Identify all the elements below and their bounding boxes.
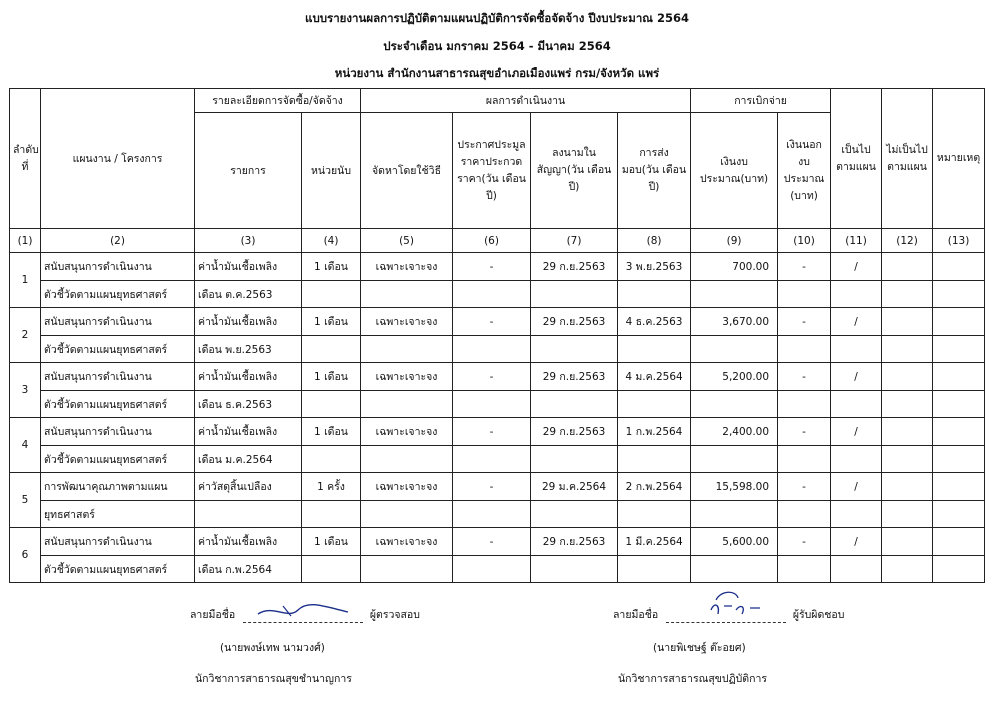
col-number: (10): [778, 229, 831, 253]
empty-cell: [618, 391, 691, 418]
col-announce: ประกาศประมูลราคาประกวดราคา(วัน เดือน ปี): [453, 113, 531, 229]
row-unit: 1 เดือน: [302, 308, 361, 336]
row-seq: 2: [10, 308, 41, 363]
row-note: [933, 253, 985, 281]
signature-role: ผู้รับผิดชอบ: [792, 609, 845, 621]
row-unit: 1 เดือน: [302, 363, 361, 391]
empty-cell: [453, 336, 531, 363]
row-item-sub: เดือน ธ.ค.2563: [195, 391, 302, 418]
empty-cell: [361, 446, 453, 473]
empty-cell: [361, 501, 453, 528]
empty-cell: [453, 281, 531, 308]
row-on-plan-mark: /: [831, 473, 882, 501]
row-off-plan: [882, 253, 933, 281]
row-offbudget: -: [778, 528, 831, 556]
row-announce: -: [453, 528, 531, 556]
empty-cell: [882, 556, 933, 583]
row-seq: 3: [10, 363, 41, 418]
row-delivery: 2 ก.พ.2564: [618, 473, 691, 501]
col-item: รายการ: [195, 113, 302, 229]
empty-cell: [831, 391, 882, 418]
row-item: ค่าน้ำมันเชื้อเพลิง: [195, 528, 302, 556]
row-unit: 1 เดือน: [302, 418, 361, 446]
row-plan-sub: ตัวชี้วัดตามแผนยุทธศาสตร์: [41, 391, 195, 418]
col-number: (2): [41, 229, 195, 253]
empty-cell: [691, 391, 778, 418]
col-unit: หน่วยนับ: [302, 113, 361, 229]
empty-cell: [618, 501, 691, 528]
empty-cell: [933, 336, 985, 363]
row-plan: สนับสนุนการดำเนินงาน: [41, 308, 195, 336]
row-note: [933, 528, 985, 556]
col-number: (11): [831, 229, 882, 253]
col-number: (7): [531, 229, 618, 253]
row-offbudget: -: [778, 363, 831, 391]
col-number: (6): [453, 229, 531, 253]
empty-cell: [691, 281, 778, 308]
report-title: แบบรายงานผลการปฏิบัติตามแผนปฏิบัติการจัดซื้อจัดจ้าง ปีงบประมาณ 2564: [305, 11, 689, 25]
row-contract: 29 ก.ย.2563: [531, 418, 618, 446]
row-plan: สนับสนุนการดำเนินงาน: [41, 363, 195, 391]
col-on-plan: เป็นไปตามแผน: [831, 89, 882, 229]
col-note: หมายเหตุ: [933, 89, 985, 229]
row-off-plan: [882, 418, 933, 446]
empty-cell: [302, 556, 361, 583]
table-row: [10, 418, 985, 446]
empty-cell: [302, 446, 361, 473]
empty-cell: [882, 501, 933, 528]
col-number: (12): [882, 229, 933, 253]
row-delivery: 4 ม.ค.2564: [618, 363, 691, 391]
empty-cell: [831, 336, 882, 363]
empty-cell: [933, 446, 985, 473]
col-contract: ลงนามในสัญญา(วัน เดือน ปี): [531, 113, 618, 229]
row-delivery: 3 พ.ย.2563: [618, 253, 691, 281]
empty-cell: [618, 336, 691, 363]
row-off-plan: [882, 308, 933, 336]
column-number-row: [10, 229, 985, 253]
table-row-sub: [10, 391, 985, 418]
col-off-plan: ไม่เป็นไปตามแผน: [882, 89, 933, 229]
row-announce: -: [453, 308, 531, 336]
empty-cell: [302, 336, 361, 363]
col-group-disburse: การเบิกจ่าย: [691, 89, 831, 113]
empty-cell: [831, 446, 882, 473]
row-method: เฉพาะเจาะจง: [361, 473, 453, 501]
table-row: [10, 363, 985, 391]
empty-cell: [831, 281, 882, 308]
empty-cell: [361, 281, 453, 308]
table-body: [10, 253, 985, 583]
col-offbudget: เงินนอกงบประมาณ (บาท): [778, 113, 831, 229]
empty-cell: [618, 281, 691, 308]
empty-cell: [302, 281, 361, 308]
row-plan-sub: ตัวชี้วัดตามแผนยุทธศาสตร์: [41, 336, 195, 363]
row-contract: 29 ก.ย.2563: [531, 528, 618, 556]
empty-cell: [691, 501, 778, 528]
col-seq: ลำดับที่: [10, 89, 41, 229]
row-off-plan: [882, 363, 933, 391]
empty-cell: [882, 391, 933, 418]
report-agency: หน่วยงาน สำนักงานสาธารณสุขอำเภอเมืองแพร่ กรม/จังหวัด แพร่: [334, 66, 660, 80]
row-delivery: 1 มี.ค.2564: [618, 528, 691, 556]
col-number: (13): [933, 229, 985, 253]
row-on-plan-mark: /: [831, 528, 882, 556]
row-contract: 29 ม.ค.2564: [531, 473, 618, 501]
row-plan: สนับสนุนการดำเนินงาน: [41, 418, 195, 446]
row-item-sub: [195, 501, 302, 528]
row-plan-sub: ตัวชี้วัดตามแผนยุทธศาสตร์: [41, 281, 195, 308]
empty-cell: [778, 501, 831, 528]
row-method: เฉพาะเจาะจง: [361, 418, 453, 446]
empty-cell: [778, 281, 831, 308]
empty-cell: [933, 556, 985, 583]
row-budget: 15,598.00: [691, 473, 778, 501]
row-note: [933, 473, 985, 501]
row-note: [933, 418, 985, 446]
row-budget: 3,670.00: [691, 308, 778, 336]
row-budget: 700.00: [691, 253, 778, 281]
row-item: ค่าน้ำมันเชื้อเพลิง: [195, 308, 302, 336]
row-item: ค่าน้ำมันเชื้อเพลิง: [195, 253, 302, 281]
table-row-sub: [10, 446, 985, 473]
empty-cell: [691, 446, 778, 473]
table-header: [10, 89, 985, 253]
row-contract: 29 ก.ย.2563: [531, 253, 618, 281]
row-method: เฉพาะเจาะจง: [361, 253, 453, 281]
col-group-detail: รายละเอียดการจัดซื้อ/จัดจ้าง: [195, 89, 361, 113]
empty-cell: [453, 556, 531, 583]
col-plan: แผนงาน / โครงการ: [41, 89, 195, 229]
row-item: ค่าน้ำมันเชื้อเพลิง: [195, 418, 302, 446]
empty-cell: [618, 556, 691, 583]
table-row: [10, 253, 985, 281]
row-plan: การพัฒนาคุณภาพตามแผน: [41, 473, 195, 501]
row-unit: 1 เดือน: [302, 253, 361, 281]
col-number: (4): [302, 229, 361, 253]
empty-cell: [691, 336, 778, 363]
empty-cell: [933, 281, 985, 308]
procurement-table: [9, 88, 985, 583]
row-method: เฉพาะเจาะจง: [361, 528, 453, 556]
signature-block-right: [613, 606, 873, 687]
row-budget: 5,200.00: [691, 363, 778, 391]
row-contract: 29 ก.ย.2563: [531, 308, 618, 336]
row-seq: 4: [10, 418, 41, 473]
table-row: [10, 308, 985, 336]
col-delivery: การส่งมอบ(วัน เดือน ปี): [618, 113, 691, 229]
empty-cell: [691, 556, 778, 583]
row-announce: -: [453, 473, 531, 501]
col-budget: เงินงบประมาณ(บาท): [691, 113, 778, 229]
signature-block-left: [190, 606, 450, 687]
row-unit: 1 ครั้ง: [302, 473, 361, 501]
row-item-sub: เดือน ก.พ.2564: [195, 556, 302, 583]
row-item: ค่าวัสดุสิ้นเปลือง: [195, 473, 302, 501]
row-unit: 1 เดือน: [302, 528, 361, 556]
empty-cell: [933, 501, 985, 528]
empty-cell: [933, 391, 985, 418]
col-number: (8): [618, 229, 691, 253]
row-plan: สนับสนุนการดำเนินงาน: [41, 528, 195, 556]
signer-position: นักวิชาการสาธารณสุขปฏิบัติการ: [618, 673, 768, 685]
row-announce: -: [453, 253, 531, 281]
empty-cell: [453, 446, 531, 473]
row-announce: -: [453, 363, 531, 391]
empty-cell: [831, 556, 882, 583]
table-row: [10, 473, 985, 501]
row-plan-sub: ตัวชี้วัดตามแผนยุทธศาสตร์: [41, 556, 195, 583]
empty-cell: [453, 501, 531, 528]
row-on-plan-mark: /: [831, 363, 882, 391]
empty-cell: [778, 391, 831, 418]
signer-name: (นายพงษ์เทพ นามวงศ์): [220, 642, 325, 654]
empty-cell: [361, 391, 453, 418]
row-off-plan: [882, 473, 933, 501]
empty-cell: [778, 556, 831, 583]
row-method: เฉพาะเจาะจง: [361, 363, 453, 391]
row-note: [933, 308, 985, 336]
row-item-sub: เดือน ต.ค.2563: [195, 281, 302, 308]
row-seq: 6: [10, 528, 41, 583]
empty-cell: [882, 281, 933, 308]
signature-role: ผู้ตรวจสอบ: [369, 609, 420, 621]
empty-cell: [531, 501, 618, 528]
empty-cell: [302, 391, 361, 418]
empty-cell: [831, 501, 882, 528]
empty-cell: [531, 391, 618, 418]
row-on-plan-mark: /: [831, 308, 882, 336]
signer-position: นักวิชาการสาธารณสุขชำนาญการ: [195, 673, 352, 685]
empty-cell: [778, 446, 831, 473]
empty-cell: [778, 336, 831, 363]
empty-cell: [531, 446, 618, 473]
signer-name: (นายพิเชษฐ์ ต๊ะอยศ): [653, 642, 746, 654]
report-period: ประจำเดือน มกราคม 2564 - มีนาคม 2564: [383, 39, 611, 53]
table-row-sub: [10, 281, 985, 308]
row-contract: 29 ก.ย.2563: [531, 363, 618, 391]
signature-scribble-icon: [253, 600, 353, 622]
row-seq: 5: [10, 473, 41, 528]
row-plan-sub: ยุทธศาสตร์: [41, 501, 195, 528]
signature-line: [666, 610, 786, 623]
empty-cell: [302, 501, 361, 528]
col-number: (3): [195, 229, 302, 253]
signature-scribble-icon: [676, 588, 776, 618]
empty-cell: [531, 336, 618, 363]
col-method: จัดหาโดยใช้วิธี: [361, 113, 453, 229]
row-off-plan: [882, 528, 933, 556]
row-item: ค่าน้ำมันเชื้อเพลิง: [195, 363, 302, 391]
empty-cell: [618, 446, 691, 473]
table-row-sub: [10, 556, 985, 583]
row-offbudget: -: [778, 308, 831, 336]
empty-cell: [531, 556, 618, 583]
row-item-sub: เดือน ม.ค.2564: [195, 446, 302, 473]
table-row: [10, 528, 985, 556]
table-row-sub: [10, 336, 985, 363]
empty-cell: [882, 336, 933, 363]
empty-cell: [882, 446, 933, 473]
row-seq: 1: [10, 253, 41, 308]
row-item-sub: เดือน พ.ย.2563: [195, 336, 302, 363]
signature-prefix: ลายมือชื่อ: [190, 609, 236, 621]
col-number: (1): [10, 229, 41, 253]
row-note: [933, 363, 985, 391]
row-announce: -: [453, 418, 531, 446]
row-delivery: 1 ก.พ.2564: [618, 418, 691, 446]
row-budget: 5,600.00: [691, 528, 778, 556]
empty-cell: [361, 556, 453, 583]
col-number: (5): [361, 229, 453, 253]
row-offbudget: -: [778, 418, 831, 446]
signature-line: [243, 610, 363, 623]
row-method: เฉพาะเจาะจง: [361, 308, 453, 336]
row-delivery: 4 ธ.ค.2563: [618, 308, 691, 336]
row-offbudget: -: [778, 253, 831, 281]
empty-cell: [531, 281, 618, 308]
row-offbudget: -: [778, 473, 831, 501]
row-plan-sub: ตัวชี้วัดตามแผนยุทธศาสตร์: [41, 446, 195, 473]
row-budget: 2,400.00: [691, 418, 778, 446]
row-on-plan-mark: /: [831, 253, 882, 281]
col-number: (9): [691, 229, 778, 253]
table-row-sub: [10, 501, 985, 528]
signature-prefix: ลายมือชื่อ: [613, 609, 659, 621]
row-on-plan-mark: /: [831, 418, 882, 446]
empty-cell: [361, 336, 453, 363]
empty-cell: [453, 391, 531, 418]
row-plan: สนับสนุนการดำเนินงาน: [41, 253, 195, 281]
col-group-result: ผลการดำเนินงาน: [361, 89, 691, 113]
